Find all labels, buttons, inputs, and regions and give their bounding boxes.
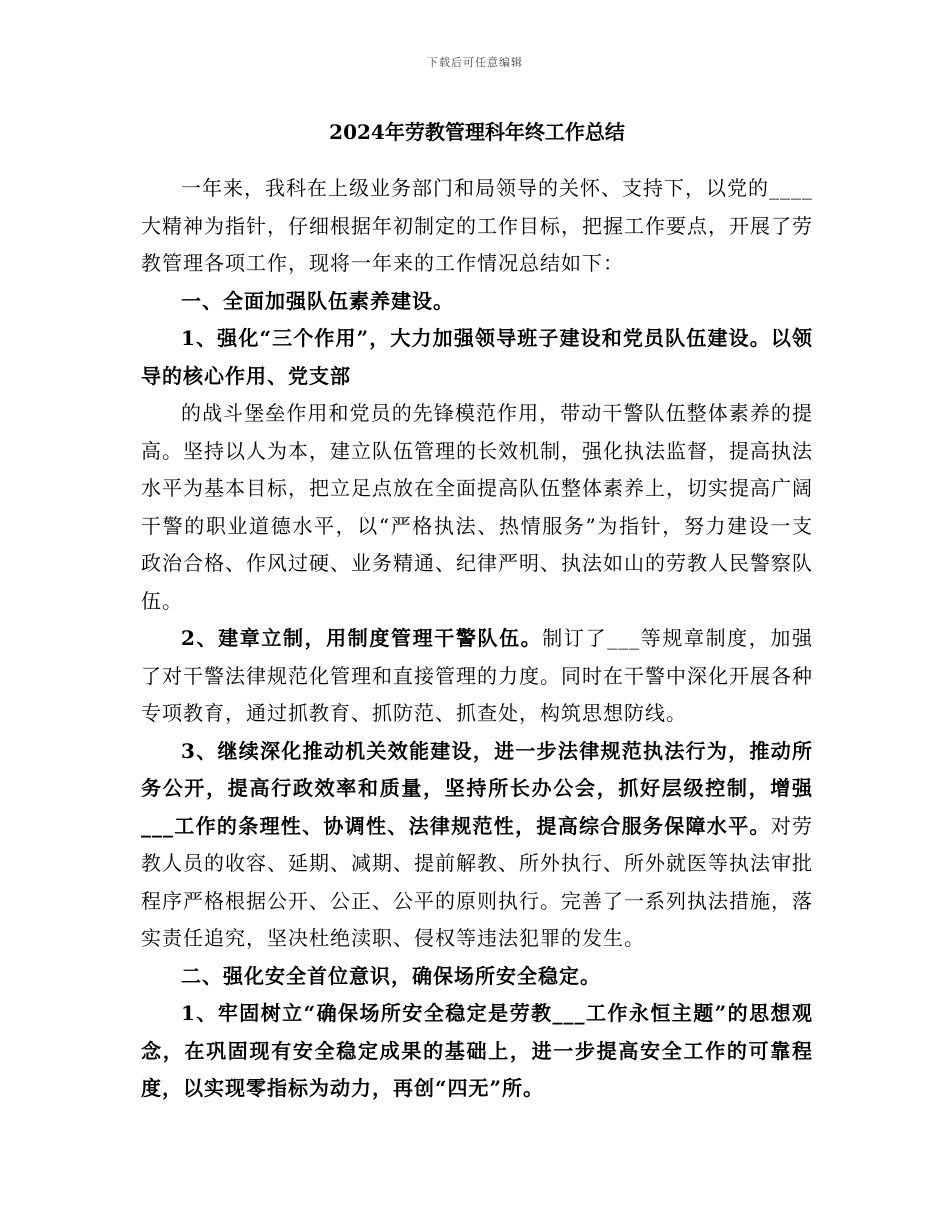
intro-paragraph: 一年来，我科在上级业务部门和局领导的关怀、支持下，以党的____大精神为指针，仔细根据年初制定的工作目标，把握工作要点，开展了劳教管理各项工作，现将一年来的工作情况总结如下： xyxy=(141,176,813,275)
subsection-1-body: 的战斗堡垒作用和党员的先锋模范作用，带动干警队伍整体素养的提高。坚持以人为本，建立队伍管理的长效机制，强化执法监督，提高执法水平为基本目标，把立足点放在全面提高队伍整体素养上，切实提高广阔干警的职业道德水平，以“严格执法、热情服务”为指针，努力建设一支政治合格、作风过硬、业务精通、纪律严明、执法如山的劳教人民警察队伍。 xyxy=(141,401,813,613)
section-heading-2: 二、强化安全首位意识，确保场所安全稳定。 xyxy=(181,963,601,988)
subsection-2-body: 制订了___等规章制度，加强了对干警法律规范化管理和直接管理的力度。同时在干警中深化开展各种专项教育，通过抓教育、抓防范、抓查处，构筑思想防线。 xyxy=(141,626,814,725)
subsection-2-paragraph xyxy=(141,620,813,733)
section-2-subsection-1: 1、牢固树立“确保场所安全稳定是劳教___工作永恒主题”的思想观念，在巩固现有安全稳定成果的基础上，进一步提高安全工作的可靠程度，以实现零指标为动力，再创“四无”所。 xyxy=(141,1001,813,1100)
subsection-3-paragraph xyxy=(141,733,813,958)
subsection-1-heading: 1、强化“三个作用”，大力加强领导班子建设和党员队伍建设。以领导的核心作用、党支部 xyxy=(141,326,813,388)
section-heading-1: 一、全面加强队伍素养建设。 xyxy=(181,288,454,313)
subsection-2-heading: 2、建章立制，用制度管理干警队伍。 xyxy=(181,626,543,650)
subsection-3-body: 对劳教人员的收容、延期、减期、提前解教、所外执行、所外就医等执法审批程序严格根据公开、公正、公平的原则执行。完善了一系列执法措施，落实责任追究，坚决杜绝渎职、侵权等违法犯罪的发生。 xyxy=(141,813,814,950)
document-title: 2024年劳教管理科年终工作总结 xyxy=(329,120,625,144)
header-note: 下载后可任意编辑 xyxy=(427,56,523,69)
subsection-3-heading: 3、继续深化推动机关效能建设，进一步法律规范执法行为，推动所务公开，提高行政效率和质量，坚持所长办公会，抓好层级控制，增强___工作的条理性、协调性、法律规范性，提高综合服务保障水平。 xyxy=(141,738,813,838)
document-body xyxy=(141,118,813,1108)
